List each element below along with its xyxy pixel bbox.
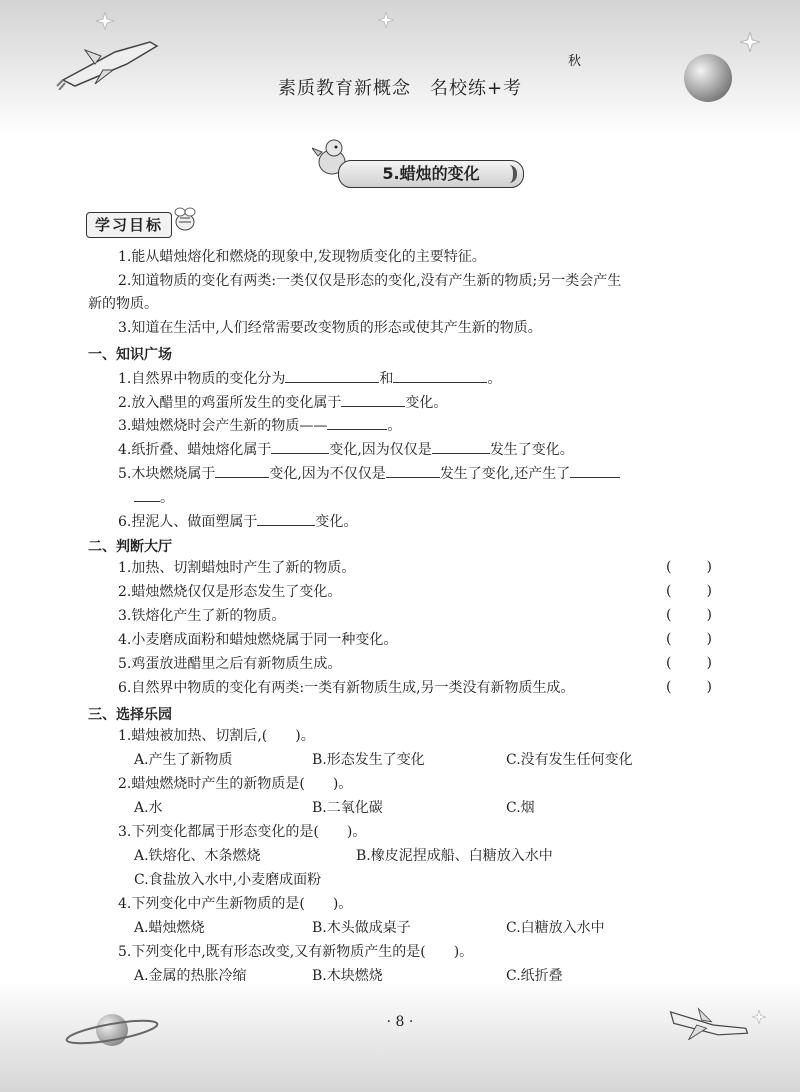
fill-question: 5.木块燃烧属于 变化,因为不仅仅是 发生了变化,还产生了 (118, 463, 620, 483)
answer-blank[interactable] (271, 439, 329, 454)
choice-option[interactable]: B.二氧化碳 (312, 800, 383, 816)
answer-blank[interactable] (570, 463, 620, 478)
choice-option[interactable]: A.蜡烛燃烧 (134, 920, 205, 936)
goal-item: 3.知道在生活中,人们经常需要改变物质的形态或使其产生新的物质。 (118, 320, 542, 336)
choice-stem: 2.蜡烛燃烧时产生的新物质是( )。 (118, 776, 353, 792)
answer-parentheses[interactable]: ( ) (666, 607, 712, 623)
choice-option[interactable]: A.产生了新物质 (134, 752, 233, 768)
answer-parentheses[interactable]: ( ) (666, 583, 712, 599)
fill-question-continued: 。 (134, 487, 174, 507)
choice-option[interactable]: A.金属的热胀冷缩 (134, 968, 247, 984)
choice-stem: 4.下列变化中产生新物质的是( )。 (118, 896, 353, 912)
choice-option[interactable]: B.形态发生了变化 (312, 752, 425, 768)
space-shuttle-icon (664, 1000, 754, 1050)
planet-ring-icon (62, 1006, 162, 1054)
choice-option[interactable]: C.没有发生任何变化 (506, 752, 633, 768)
star-icon (96, 12, 114, 30)
judge-item: 1.加热、切割蜡烛时产生了新的物质。 (118, 560, 356, 576)
judge-item: 6.自然界中物质的变化有两类:一类有新物质生成,另一类没有新物质生成。 (118, 680, 575, 696)
fill-question: 3.蜡烛燃烧时会产生新的物质—— 。 (118, 415, 401, 435)
page-number: · 8 · (386, 1014, 414, 1030)
answer-parentheses[interactable]: ( ) (666, 559, 712, 575)
answer-blank[interactable] (257, 511, 315, 526)
season-label: 秋 (568, 54, 582, 69)
goal-item: 1.能从蜡烛熔化和燃烧的现象中,发现物质变化的主要特征。 (118, 249, 486, 265)
fill-question: 2.放入醋里的鸡蛋所发生的变化属于 变化。 (118, 392, 447, 412)
goal-item: 新的物质。 (88, 296, 158, 312)
choice-option[interactable]: C.烟 (506, 800, 535, 816)
choice-stem: 5.下列变化中,既有形态改变,又有新物质产生的是( )。 (118, 944, 474, 960)
answer-parentheses[interactable]: ( ) (666, 631, 712, 647)
choice-option[interactable]: B.木头做成桌子 (312, 920, 411, 936)
answer-parentheses[interactable]: ( ) (666, 655, 712, 671)
answer-blank[interactable] (386, 463, 440, 478)
series-title: 素质教育新概念 名校练+考 (277, 78, 523, 99)
choice-option[interactable]: C.白糖放入水中 (506, 920, 605, 936)
lesson-title: 5.蜡烛的变化 (338, 160, 524, 188)
choice-option[interactable]: B.橡皮泥捏成船、白糖放入水中 (356, 848, 553, 864)
answer-blank[interactable] (393, 368, 487, 383)
answer-blank[interactable] (215, 463, 269, 478)
bee-icon (170, 204, 200, 234)
judge-item: 2.蜡烛燃烧仅仅是形态发生了变化。 (118, 584, 342, 600)
section-heading: 二、判断大厅 (88, 539, 172, 555)
answer-blank[interactable] (341, 392, 405, 407)
answer-blank[interactable] (327, 415, 387, 430)
section-heading: 一、知识广场 (88, 347, 172, 363)
answer-blank[interactable] (134, 487, 160, 502)
fill-question: 6.捏泥人、做面塑属于 变化。 (118, 511, 357, 531)
star-icon (378, 12, 394, 28)
choice-stem: 3.下列变化都属于形态变化的是( )。 (118, 824, 367, 840)
choice-option[interactable]: A.铁熔化、木条燃烧 (134, 848, 261, 864)
judge-item: 3.铁熔化产生了新的物质。 (118, 608, 286, 624)
answer-blank[interactable] (432, 439, 490, 454)
star-icon (740, 32, 760, 52)
fill-question: 4.纸折叠、蜡烛熔化属于 变化,因为仅仅是 发生了变化。 (118, 439, 574, 459)
choice-option[interactable]: B.木块燃烧 (312, 968, 383, 984)
judge-item: 4.小麦磨成面粉和蜡烛燃烧属于同一种变化。 (118, 632, 398, 648)
learning-goals-badge: 学习目标 (86, 212, 172, 238)
choice-stem: 1.蜡烛被加热、切割后,( )。 (118, 728, 315, 744)
judge-item: 5.鸡蛋放进醋里之后有新物质生成。 (118, 656, 342, 672)
answer-parentheses[interactable]: ( ) (666, 679, 712, 695)
choice-option[interactable]: C.食盐放入水中,小麦磨成面粉 (134, 872, 322, 888)
answer-blank[interactable] (285, 368, 379, 383)
choice-option[interactable]: C.纸折叠 (506, 968, 563, 984)
star-icon (752, 1010, 766, 1024)
choice-option[interactable]: A.水 (134, 800, 163, 816)
section-heading: 三、选择乐园 (88, 707, 172, 723)
fill-question: 1.自然界中物质的变化分为 和 。 (118, 368, 501, 388)
goal-item: 2.知道物质的变化有两类:一类仅仅是形态的变化,没有产生新的物质;另一类会产生 (118, 273, 622, 289)
